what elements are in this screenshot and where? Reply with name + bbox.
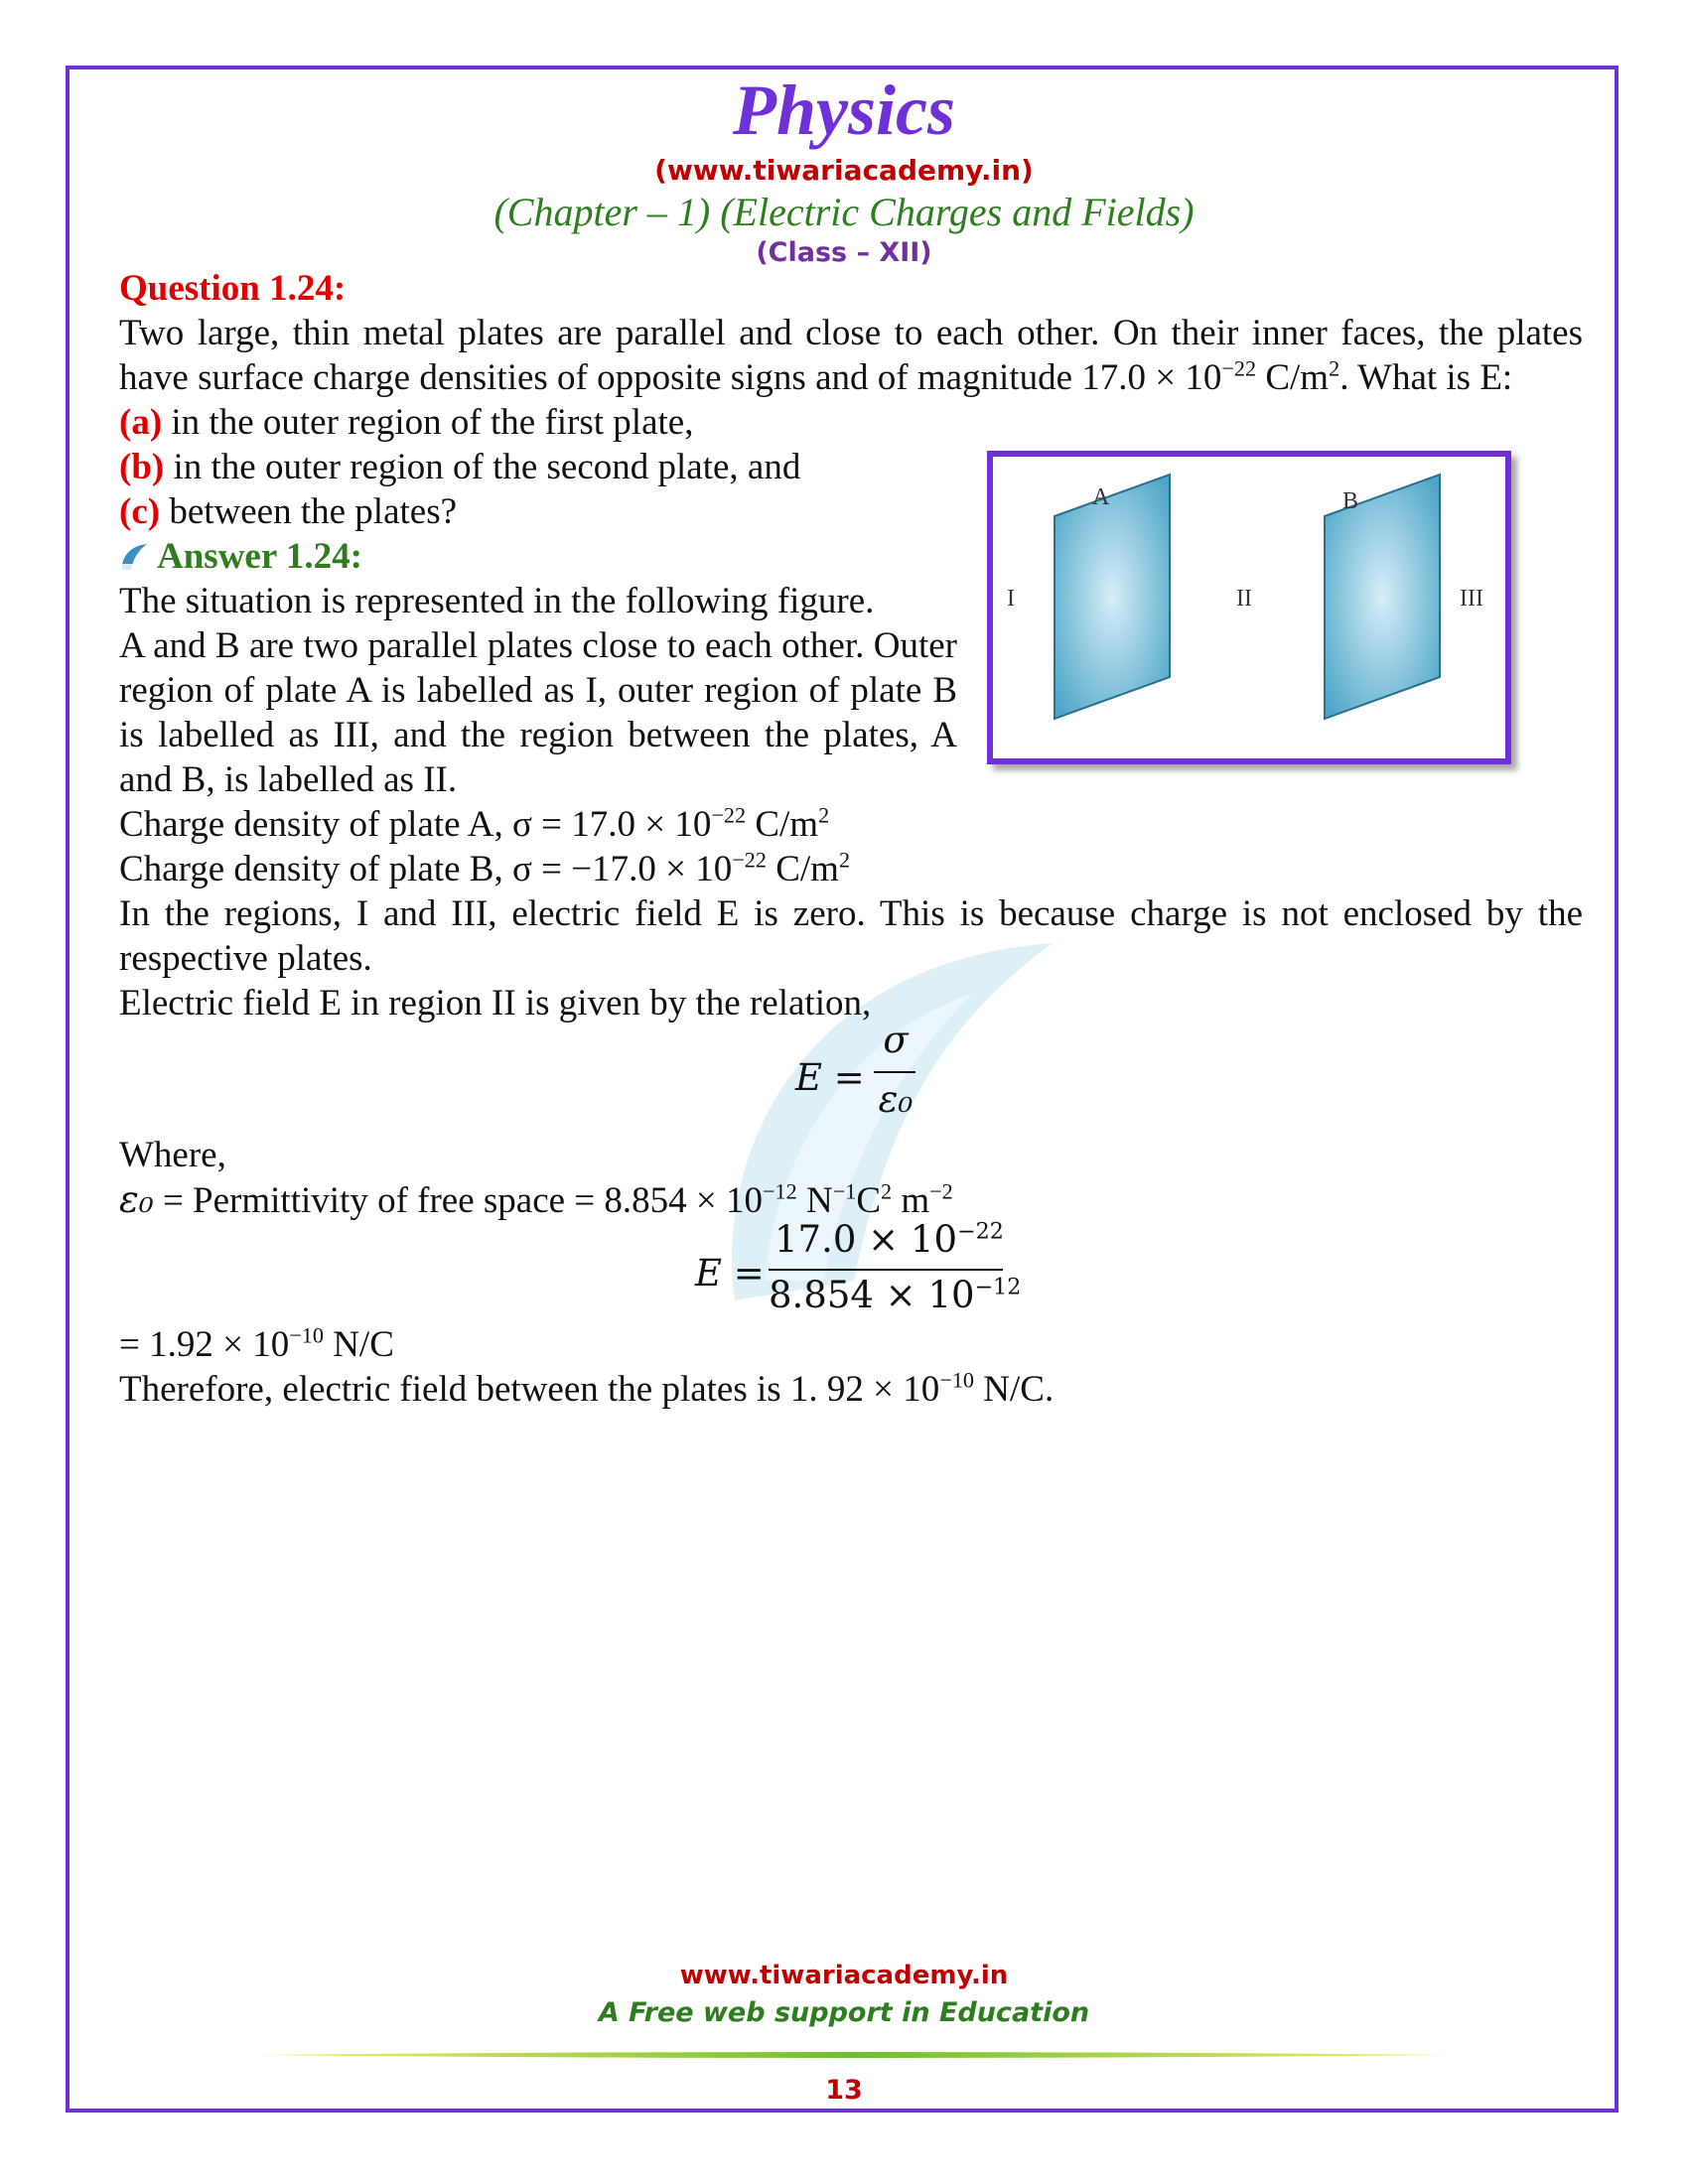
region-3-label: III — [1460, 586, 1483, 612]
plate-a-label: A — [1092, 484, 1110, 510]
regions-text: In the regions, I and III, electric field E is zero. This is because charge is not enclosed by the respective plates. — [119, 893, 1583, 979]
question-part-c: (c) between the plates? — [119, 491, 458, 532]
eq2-fraction-bar — [769, 1269, 1003, 1271]
permittivity-line: ε₀ = Permittivity of free space = $8.854 \times 10^{-12}$ $N^{-1}C^2$ $m^{-2}$ — [119, 1178, 953, 1221]
region-1-label: I — [1007, 586, 1015, 612]
region-2-label: II — [1236, 586, 1252, 612]
answer-paragraph: A and B are two parallel plates close to each other. Outer region of plate A is labelled as I, outer region of plate B is labelled as III, and the region between the plates, A and B, is labelled as II. — [119, 625, 957, 800]
question-text: Two large, thin metal plates are parallel and close to each other. On their inner faces, the plates have surface charge densities of opposite signs and of magnitude $17.0 \times 10^{-22}$ $C/m^2$. What is E: — [119, 313, 1583, 398]
plates-diagram — [993, 457, 1505, 758]
conclusion-line: Therefore, electric field between the plates is 1. $92 \times 10^{-10}$ N/C. — [119, 1367, 1055, 1410]
equation-field — [119, 1019, 1583, 1125]
density-a: Charge density of plate A, $\sigma = 17.0 \times 10^{-22}$ $C/m^2$ — [119, 802, 830, 845]
eq1-denominator: ε₀ — [878, 1078, 914, 1121]
plates-figure — [987, 451, 1511, 764]
footer-url[interactable]: www.tiwariacademy.in — [679, 1961, 1009, 1990]
chapter-title: (Chapter – 1) (Electric Charges and Fields) — [493, 190, 1195, 234]
eq1-numerator: σ — [883, 1019, 909, 1061]
result-line: = $1.92 \times 10^{-10}$ N/C — [119, 1322, 394, 1365]
footer-tagline: A Free web support in Education — [598, 1997, 1090, 2028]
question-part-a: (a) in the outer region of the first plate, — [119, 402, 694, 443]
page-title: Physics — [733, 70, 955, 150]
plate-a — [1055, 475, 1170, 719]
density-b: Charge density of plate B, $\sigma = -17.0 \times 10^{-22}$ $C/m^2$ — [119, 847, 851, 889]
where-label: Where, — [119, 1135, 226, 1175]
main-content — [119, 266, 1583, 1412]
equation-calculation — [119, 1218, 1583, 1322]
eq2-numerator: $17.0 \times 10^{-22}$ — [774, 1218, 1004, 1261]
eq1-fraction-bar — [874, 1071, 915, 1073]
header-url: (www.tiwariacademy.in) — [654, 154, 1034, 187]
answer-heading: Answer 1.24: — [119, 534, 1583, 579]
page-number: 13 — [825, 2075, 863, 2106]
class-label: (Class – XII) — [756, 237, 932, 268]
tiwari-logo-icon — [119, 542, 149, 572]
eq2-lhs: E = — [695, 1252, 765, 1295]
eq1-lhs: E = — [795, 1056, 865, 1099]
footer-divider — [258, 2051, 1450, 2059]
answer-line1: The situation is represented in the following figure. — [119, 581, 875, 621]
plate-b-label: B — [1342, 488, 1359, 514]
eq2-denominator: $8.854 \times 10^{-12}$ — [769, 1274, 1022, 1316]
question-part-b: (b) in the outer region of the second plate, and — [119, 447, 801, 487]
relation-text: Electric field E in region II is given by the relation, — [119, 983, 872, 1024]
question-heading: Question 1.24: — [119, 268, 347, 309]
